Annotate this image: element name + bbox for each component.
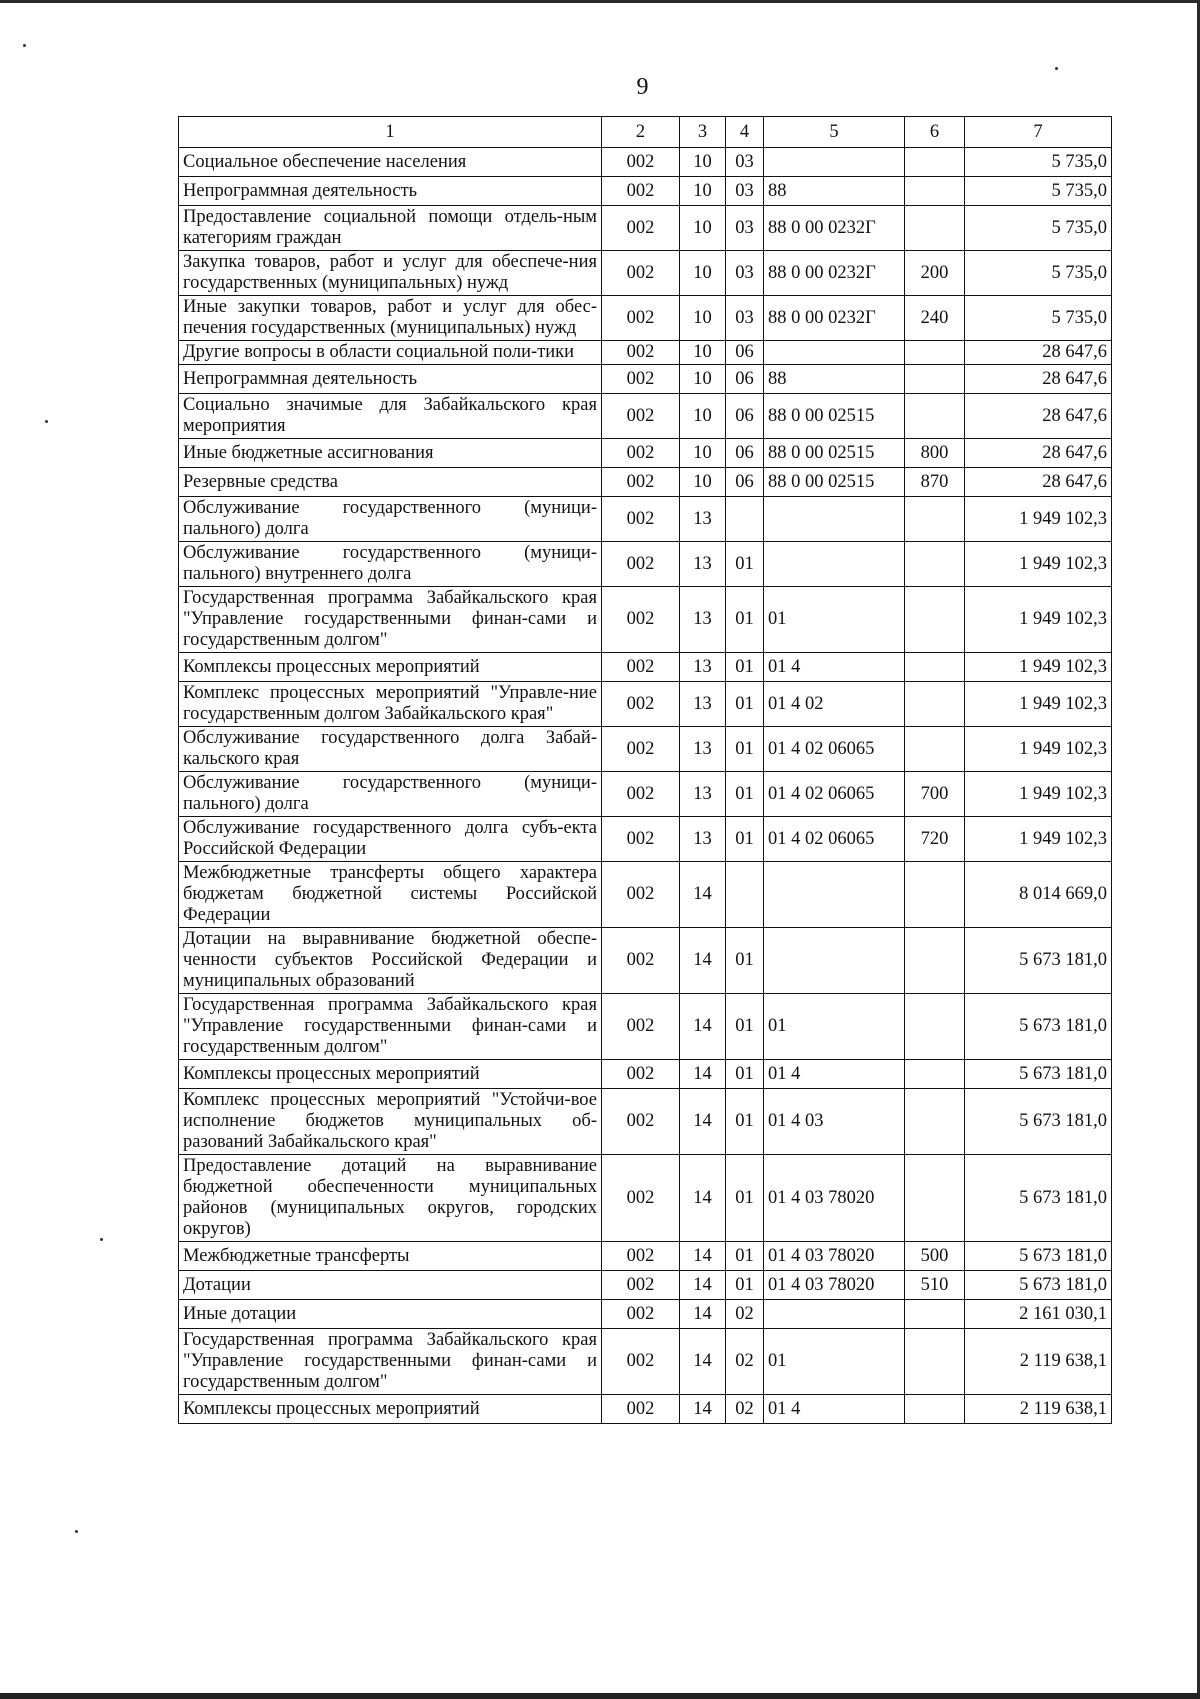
expense-type-cell: 200 — [905, 251, 965, 296]
scan-speck — [100, 1238, 103, 1241]
admin-code-cell: 002 — [602, 206, 680, 251]
amount-cell: 5 673 181,0 — [965, 928, 1112, 994]
section-cell: 13 — [680, 653, 726, 682]
expense-type-cell — [905, 1395, 965, 1424]
admin-code-cell: 002 — [602, 296, 680, 341]
target-article-cell: 01 4 — [764, 1060, 905, 1089]
expense-type-cell — [905, 682, 965, 727]
target-article-cell — [764, 862, 905, 928]
subsection-cell: 01 — [726, 727, 764, 772]
section-cell: 10 — [680, 341, 726, 365]
subsection-cell: 01 — [726, 817, 764, 862]
table-row — [179, 653, 1112, 682]
row-name-cell: Социальное обеспечение населения — [179, 148, 602, 177]
row-name-cell: Комплексы процессных мероприятий — [179, 1060, 602, 1089]
page-number: 9 — [636, 74, 649, 100]
expense-type-cell — [905, 727, 965, 772]
subsection-cell: 03 — [726, 177, 764, 206]
target-article-cell — [764, 542, 905, 587]
table-row — [179, 439, 1112, 468]
target-article-cell — [764, 1300, 905, 1329]
amount-cell: 2 119 638,1 — [965, 1395, 1112, 1424]
target-article-cell: 88 0 00 0232Г — [764, 251, 905, 296]
section-cell: 13 — [680, 772, 726, 817]
row-name-cell: Обслуживание государственного (муници-пального) внутреннего долга — [179, 542, 602, 587]
section-cell: 14 — [680, 1329, 726, 1395]
admin-code-cell: 002 — [602, 542, 680, 587]
amount-cell: 5 673 181,0 — [965, 1271, 1112, 1300]
amount-cell: 28 647,6 — [965, 394, 1112, 439]
amount-cell: 5 673 181,0 — [965, 994, 1112, 1060]
expense-type-cell — [905, 653, 965, 682]
subsection-cell: 01 — [726, 1155, 764, 1242]
expense-type-cell: 720 — [905, 817, 965, 862]
table-header-row — [179, 117, 1112, 148]
subsection-cell: 06 — [726, 468, 764, 497]
row-name-cell: Другие вопросы в области социальной поли-тики — [179, 341, 602, 365]
section-cell: 14 — [680, 862, 726, 928]
table-row — [179, 1329, 1112, 1395]
target-article-cell: 01 — [764, 587, 905, 653]
target-article-cell: 88 — [764, 365, 905, 394]
subsection-cell: 03 — [726, 296, 764, 341]
admin-code-cell: 002 — [602, 341, 680, 365]
column-header: 5 — [764, 117, 905, 148]
column-header: 2 — [602, 117, 680, 148]
expense-type-cell — [905, 497, 965, 542]
row-name-cell: Дотации на выравнивание бюджетной обеспе-ченности субъектов Российской Федерации и муниципальных образований — [179, 928, 602, 994]
row-name-cell: Закупка товаров, работ и услуг для обеспече-ния государственных (муниципальных) нужд — [179, 251, 602, 296]
target-article-cell — [764, 341, 905, 365]
amount-cell: 8 014 669,0 — [965, 862, 1112, 928]
admin-code-cell: 002 — [602, 653, 680, 682]
amount-cell: 28 647,6 — [965, 439, 1112, 468]
scan-speck — [1055, 67, 1058, 70]
table-row — [179, 1089, 1112, 1155]
subsection-cell: 01 — [726, 1089, 764, 1155]
table-row — [179, 817, 1112, 862]
column-header: 4 — [726, 117, 764, 148]
target-article-cell: 88 0 00 02515 — [764, 468, 905, 497]
subsection-cell: 01 — [726, 772, 764, 817]
column-header: 7 — [965, 117, 1112, 148]
section-cell: 10 — [680, 394, 726, 439]
amount-cell: 5 673 181,0 — [965, 1089, 1112, 1155]
table-row — [179, 1155, 1112, 1242]
row-name-cell: Обслуживание государственного долга субъ-екта Российской Федерации — [179, 817, 602, 862]
expense-type-cell — [905, 1329, 965, 1395]
amount-cell: 1 949 102,3 — [965, 497, 1112, 542]
section-cell: 13 — [680, 542, 726, 587]
scan-edge-top — [0, 0, 1200, 3]
table-row — [179, 341, 1112, 365]
amount-cell: 5 735,0 — [965, 251, 1112, 296]
subsection-cell: 01 — [726, 542, 764, 587]
row-name-cell: Предоставление социальной помощи отдель-ным категориям граждан — [179, 206, 602, 251]
target-article-cell: 01 4 02 06065 — [764, 772, 905, 817]
admin-code-cell: 002 — [602, 682, 680, 727]
table-row — [179, 1242, 1112, 1271]
row-name-cell: Межбюджетные трансферты общего характера бюджетам бюджетной системы Российской Федерации — [179, 862, 602, 928]
admin-code-cell: 002 — [602, 148, 680, 177]
amount-cell: 2 119 638,1 — [965, 1329, 1112, 1395]
subsection-cell: 01 — [726, 1060, 764, 1089]
row-name-cell: Обслуживание государственного (муници-пального) долга — [179, 497, 602, 542]
admin-code-cell: 002 — [602, 1089, 680, 1155]
table-row — [179, 177, 1112, 206]
table-row — [179, 542, 1112, 587]
expense-type-cell: 800 — [905, 439, 965, 468]
subsection-cell: 06 — [726, 394, 764, 439]
amount-cell: 28 647,6 — [965, 341, 1112, 365]
expense-type-cell — [905, 365, 965, 394]
row-name-cell: Комплекс процессных мероприятий "Устойчи-вое исполнение бюджетов муниципальных об-разований Забайкальского края" — [179, 1089, 602, 1155]
target-article-cell — [764, 497, 905, 542]
section-cell: 13 — [680, 587, 726, 653]
table-row — [179, 928, 1112, 994]
target-article-cell: 01 4 03 78020 — [764, 1271, 905, 1300]
row-name-cell: Социально значимые для Забайкальского края мероприятия — [179, 394, 602, 439]
amount-cell: 5 735,0 — [965, 148, 1112, 177]
amount-cell: 5 735,0 — [965, 206, 1112, 251]
subsection-cell: 01 — [726, 928, 764, 994]
section-cell: 10 — [680, 206, 726, 251]
amount-cell: 1 949 102,3 — [965, 817, 1112, 862]
expense-type-cell — [905, 928, 965, 994]
expense-type-cell — [905, 862, 965, 928]
scan-edge-bottom — [0, 1693, 1200, 1699]
expense-type-cell — [905, 148, 965, 177]
row-name-cell: Дотации — [179, 1271, 602, 1300]
subsection-cell: 02 — [726, 1395, 764, 1424]
amount-cell: 5 673 181,0 — [965, 1060, 1112, 1089]
expense-type-cell — [905, 341, 965, 365]
target-article-cell: 01 4 02 06065 — [764, 817, 905, 862]
section-cell: 13 — [680, 497, 726, 542]
section-cell: 13 — [680, 727, 726, 772]
row-name-cell: Комплексы процессных мероприятий — [179, 1395, 602, 1424]
admin-code-cell: 002 — [602, 1329, 680, 1395]
section-cell: 14 — [680, 1155, 726, 1242]
subsection-cell: 06 — [726, 439, 764, 468]
row-name-cell: Государственная программа Забайкальского края "Управление государственными финан-сами и государственным долгом" — [179, 994, 602, 1060]
admin-code-cell: 002 — [602, 1242, 680, 1271]
target-article-cell: 01 4 02 — [764, 682, 905, 727]
admin-code-cell: 002 — [602, 727, 680, 772]
admin-code-cell: 002 — [602, 1155, 680, 1242]
budget-table — [178, 116, 1112, 1424]
table-row — [179, 296, 1112, 341]
table-row — [179, 394, 1112, 439]
target-article-cell — [764, 928, 905, 994]
row-name-cell: Непрограммная деятельность — [179, 177, 602, 206]
admin-code-cell: 002 — [602, 394, 680, 439]
admin-code-cell: 002 — [602, 177, 680, 206]
scan-speck — [45, 420, 48, 423]
row-name-cell: Обслуживание государственного (муници-пального) долга — [179, 772, 602, 817]
row-name-cell: Иные закупки товаров, работ и услуг для обес-печения государственных (муниципальных) нужд — [179, 296, 602, 341]
table-row — [179, 468, 1112, 497]
section-cell: 14 — [680, 1300, 726, 1329]
table-row — [179, 206, 1112, 251]
section-cell: 10 — [680, 148, 726, 177]
row-name-cell: Комплекс процессных мероприятий "Управле-ние государственным долгом Забайкальского края" — [179, 682, 602, 727]
admin-code-cell: 002 — [602, 862, 680, 928]
target-article-cell: 01 4 03 — [764, 1089, 905, 1155]
expense-type-cell — [905, 394, 965, 439]
row-name-cell: Государственная программа Забайкальского края "Управление государственными финан-сами и государственным долгом" — [179, 587, 602, 653]
target-article-cell: 88 0 00 0232Г — [764, 206, 905, 251]
subsection-cell — [726, 497, 764, 542]
table-row — [179, 727, 1112, 772]
row-name-cell: Государственная программа Забайкальского края "Управление государственными финан-сами и государственным долгом" — [179, 1329, 602, 1395]
target-article-cell: 88 0 00 02515 — [764, 439, 905, 468]
section-cell: 13 — [680, 682, 726, 727]
admin-code-cell: 002 — [602, 1271, 680, 1300]
target-article-cell: 01 4 02 06065 — [764, 727, 905, 772]
section-cell: 10 — [680, 365, 726, 394]
admin-code-cell: 002 — [602, 772, 680, 817]
row-name-cell: Комплексы процессных мероприятий — [179, 653, 602, 682]
table-row — [179, 148, 1112, 177]
admin-code-cell: 002 — [602, 817, 680, 862]
amount-cell: 2 161 030,1 — [965, 1300, 1112, 1329]
table-row — [179, 1395, 1112, 1424]
admin-code-cell: 002 — [602, 468, 680, 497]
section-cell: 10 — [680, 177, 726, 206]
subsection-cell: 02 — [726, 1329, 764, 1395]
table-row — [179, 994, 1112, 1060]
subsection-cell: 01 — [726, 994, 764, 1060]
admin-code-cell: 002 — [602, 994, 680, 1060]
admin-code-cell: 002 — [602, 439, 680, 468]
admin-code-cell: 002 — [602, 497, 680, 542]
table-row — [179, 772, 1112, 817]
table-row — [179, 365, 1112, 394]
row-name-cell: Иные бюджетные ассигнования — [179, 439, 602, 468]
target-article-cell: 01 — [764, 1329, 905, 1395]
target-article-cell: 01 — [764, 994, 905, 1060]
section-cell: 14 — [680, 1089, 726, 1155]
row-name-cell: Иные дотации — [179, 1300, 602, 1329]
row-name-cell: Резервные средства — [179, 468, 602, 497]
section-cell: 10 — [680, 468, 726, 497]
subsection-cell: 06 — [726, 365, 764, 394]
subsection-cell: 01 — [726, 682, 764, 727]
admin-code-cell: 002 — [602, 251, 680, 296]
expense-type-cell — [905, 994, 965, 1060]
target-article-cell: 01 4 03 78020 — [764, 1155, 905, 1242]
table-row — [179, 862, 1112, 928]
amount-cell: 1 949 102,3 — [965, 542, 1112, 587]
admin-code-cell: 002 — [602, 1395, 680, 1424]
admin-code-cell: 002 — [602, 587, 680, 653]
subsection-cell: 06 — [726, 341, 764, 365]
section-cell: 13 — [680, 817, 726, 862]
subsection-cell: 01 — [726, 1271, 764, 1300]
scan-speck — [23, 44, 26, 47]
target-article-cell: 88 0 00 0232Г — [764, 296, 905, 341]
subsection-cell: 03 — [726, 251, 764, 296]
amount-cell: 5 673 181,0 — [965, 1155, 1112, 1242]
row-name-cell: Непрограммная деятельность — [179, 365, 602, 394]
expense-type-cell: 510 — [905, 1271, 965, 1300]
expense-type-cell — [905, 587, 965, 653]
table-row — [179, 497, 1112, 542]
section-cell: 14 — [680, 1395, 726, 1424]
admin-code-cell: 002 — [602, 1060, 680, 1089]
amount-cell: 5 735,0 — [965, 296, 1112, 341]
expense-type-cell: 240 — [905, 296, 965, 341]
section-cell: 14 — [680, 928, 726, 994]
section-cell: 14 — [680, 1060, 726, 1089]
expense-type-cell — [905, 1300, 965, 1329]
table-row — [179, 251, 1112, 296]
target-article-cell: 01 4 03 78020 — [764, 1242, 905, 1271]
target-article-cell: 88 0 00 02515 — [764, 394, 905, 439]
section-cell: 14 — [680, 1242, 726, 1271]
amount-cell: 5 673 181,0 — [965, 1242, 1112, 1271]
target-article-cell: 01 4 — [764, 653, 905, 682]
admin-code-cell: 002 — [602, 365, 680, 394]
row-name-cell: Предоставление дотаций на выравнивание бюджетной обеспеченности муниципальных районов (муниципальных округов, городских округов) — [179, 1155, 602, 1242]
table-row — [179, 587, 1112, 653]
subsection-cell: 03 — [726, 206, 764, 251]
column-header: 6 — [905, 117, 965, 148]
amount-cell: 1 949 102,3 — [965, 653, 1112, 682]
subsection-cell: 02 — [726, 1300, 764, 1329]
expense-type-cell — [905, 206, 965, 251]
section-cell: 14 — [680, 1271, 726, 1300]
section-cell: 10 — [680, 296, 726, 341]
subsection-cell: 03 — [726, 148, 764, 177]
expense-type-cell — [905, 1060, 965, 1089]
table-row — [179, 1271, 1112, 1300]
scan-speck — [75, 1530, 78, 1533]
target-article-cell: 88 — [764, 177, 905, 206]
subsection-cell: 01 — [726, 1242, 764, 1271]
subsection-cell: 01 — [726, 587, 764, 653]
expense-type-cell: 700 — [905, 772, 965, 817]
row-name-cell: Обслуживание государственного долга Забай-кальского края — [179, 727, 602, 772]
amount-cell: 28 647,6 — [965, 365, 1112, 394]
column-header: 3 — [680, 117, 726, 148]
admin-code-cell: 002 — [602, 1300, 680, 1329]
amount-cell: 1 949 102,3 — [965, 772, 1112, 817]
subsection-cell: 01 — [726, 653, 764, 682]
section-cell: 10 — [680, 251, 726, 296]
column-header: 1 — [179, 117, 602, 148]
table-row — [179, 682, 1112, 727]
table-row — [179, 1060, 1112, 1089]
expense-type-cell — [905, 1089, 965, 1155]
expense-type-cell: 500 — [905, 1242, 965, 1271]
admin-code-cell: 002 — [602, 928, 680, 994]
section-cell: 14 — [680, 994, 726, 1060]
amount-cell: 1 949 102,3 — [965, 727, 1112, 772]
expense-type-cell: 870 — [905, 468, 965, 497]
row-name-cell: Межбюджетные трансферты — [179, 1242, 602, 1271]
subsection-cell — [726, 862, 764, 928]
amount-cell: 1 949 102,3 — [965, 587, 1112, 653]
expense-type-cell — [905, 1155, 965, 1242]
target-article-cell — [764, 148, 905, 177]
expense-type-cell — [905, 542, 965, 587]
amount-cell: 5 735,0 — [965, 177, 1112, 206]
amount-cell: 1 949 102,3 — [965, 682, 1112, 727]
amount-cell: 28 647,6 — [965, 468, 1112, 497]
section-cell: 10 — [680, 439, 726, 468]
target-article-cell: 01 4 — [764, 1395, 905, 1424]
expense-type-cell — [905, 177, 965, 206]
table-body — [179, 148, 1112, 1424]
table-row — [179, 1300, 1112, 1329]
